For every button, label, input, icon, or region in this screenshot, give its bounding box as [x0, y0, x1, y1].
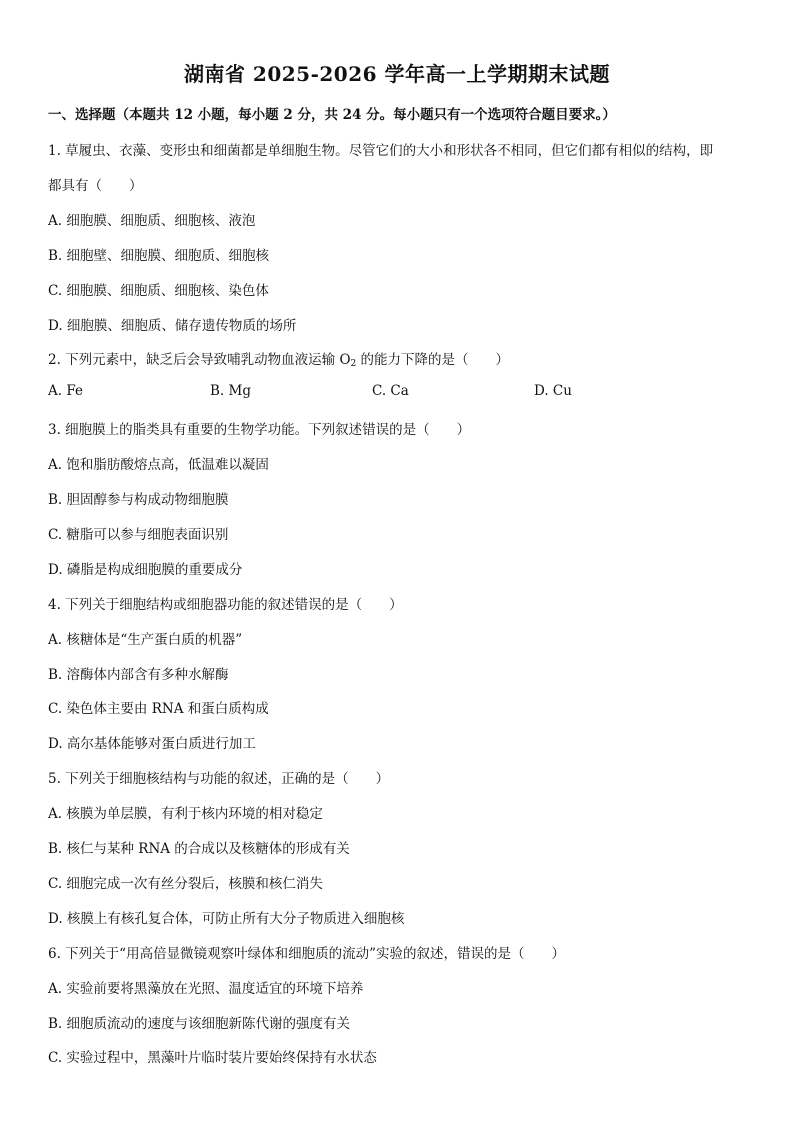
q2-stem-subscript: 2 [350, 359, 357, 369]
q6-option-a: A. 实验前要将黑藻放在光照、温度适宜的环境下培养 [48, 981, 364, 997]
q3-option-a: A. 饱和脂肪酸熔点高，低温难以凝固 [48, 457, 269, 473]
q2-option-b: B. Mg [210, 383, 251, 399]
q3-option-d: D. 磷脂是构成细胞膜的重要成分 [48, 562, 243, 578]
q5-option-d: D. 核膜上有核孔复合体，可防止所有大分子物质进入细胞核 [48, 911, 405, 927]
q5-option-c: C. 细胞完成一次有丝分裂后，核膜和核仁消失 [48, 876, 323, 892]
exam-title: 湖南省 2025-2026 学年高一上学期期末试题 [183, 62, 611, 86]
q1-option-a: A. 细胞膜、细胞质、细胞核、液泡 [48, 213, 256, 229]
q4-option-d: D. 高尔基体能够对蛋白质进行加工 [48, 736, 256, 752]
q2-stem-pre: 2. 下列元素中，缺乏后会导致哺乳动物血液运输 O [48, 352, 351, 368]
q2-options-row [48, 383, 748, 403]
q3-option-c: C. 糖脂可以参与细胞表面识别 [48, 527, 229, 543]
question-6-stem: 6. 下列关于“用高倍显微镜观察叶绿体和细胞质的流动”实验的叙述，错误的是（ ） [48, 946, 565, 962]
q2-option-a: A. Fe [48, 383, 83, 399]
q4-option-b: B. 溶酶体内部含有多种水解酶 [48, 667, 229, 683]
q1-option-c: C. 细胞膜、细胞质、细胞核、染色体 [48, 283, 269, 299]
q6-option-c: C. 实验过程中，黑藻叶片临时装片要始终保持有水状态 [48, 1050, 377, 1066]
q1-option-d: D. 细胞膜、细胞质、储存遗传物质的场所 [48, 318, 297, 334]
q3-option-b: B. 胆固醇参与构成动物细胞膜 [48, 492, 229, 508]
q4-option-a: A. 核糖体是“生产蛋白质的机器” [48, 632, 243, 648]
q4-option-c: C. 染色体主要由 RNA 和蛋白质构成 [48, 701, 269, 717]
question-3-stem: 3. 细胞膜上的脂类具有重要的生物学功能。下列叙述错误的是（ ） [48, 422, 471, 438]
section-heading: 一、选择题（本题共 12 小题，每小题 2 分，共 24 分。每小题只有一个选项符合题目要求。） [48, 107, 616, 123]
question-5-stem: 5. 下列关于细胞核结构与功能的叙述，正确的是（ ） [48, 771, 390, 787]
q2-stem-post: 的能力下降的是（ ） [356, 352, 510, 368]
question-2-stem [48, 348, 509, 369]
question-1-stem: 1. 草履虫、衣藻、变形虫和细菌都是单细胞生物。尽管它们的大小和形状各不相同，但它们都有相似的结构，即 [48, 143, 714, 159]
question-4-stem: 4. 下列关于细胞结构或细胞器功能的叙述错误的是（ ） [48, 597, 403, 613]
q6-option-b: B. 细胞质流动的速度与该细胞新陈代谢的强度有关 [48, 1016, 351, 1032]
q1-option-b: B. 细胞壁、细胞膜、细胞质、细胞核 [48, 248, 270, 264]
q2-option-c: C. Ca [372, 383, 409, 399]
q5-option-b: B. 核仁与某种 RNA 的合成以及核糖体的形成有关 [48, 841, 350, 857]
q5-option-a: A. 核膜为单层膜，有利于核内环境的相对稳定 [48, 806, 323, 822]
q2-option-d: D. Cu [534, 383, 572, 399]
question-1-stem-cont: 都具有（ ） [48, 178, 143, 194]
